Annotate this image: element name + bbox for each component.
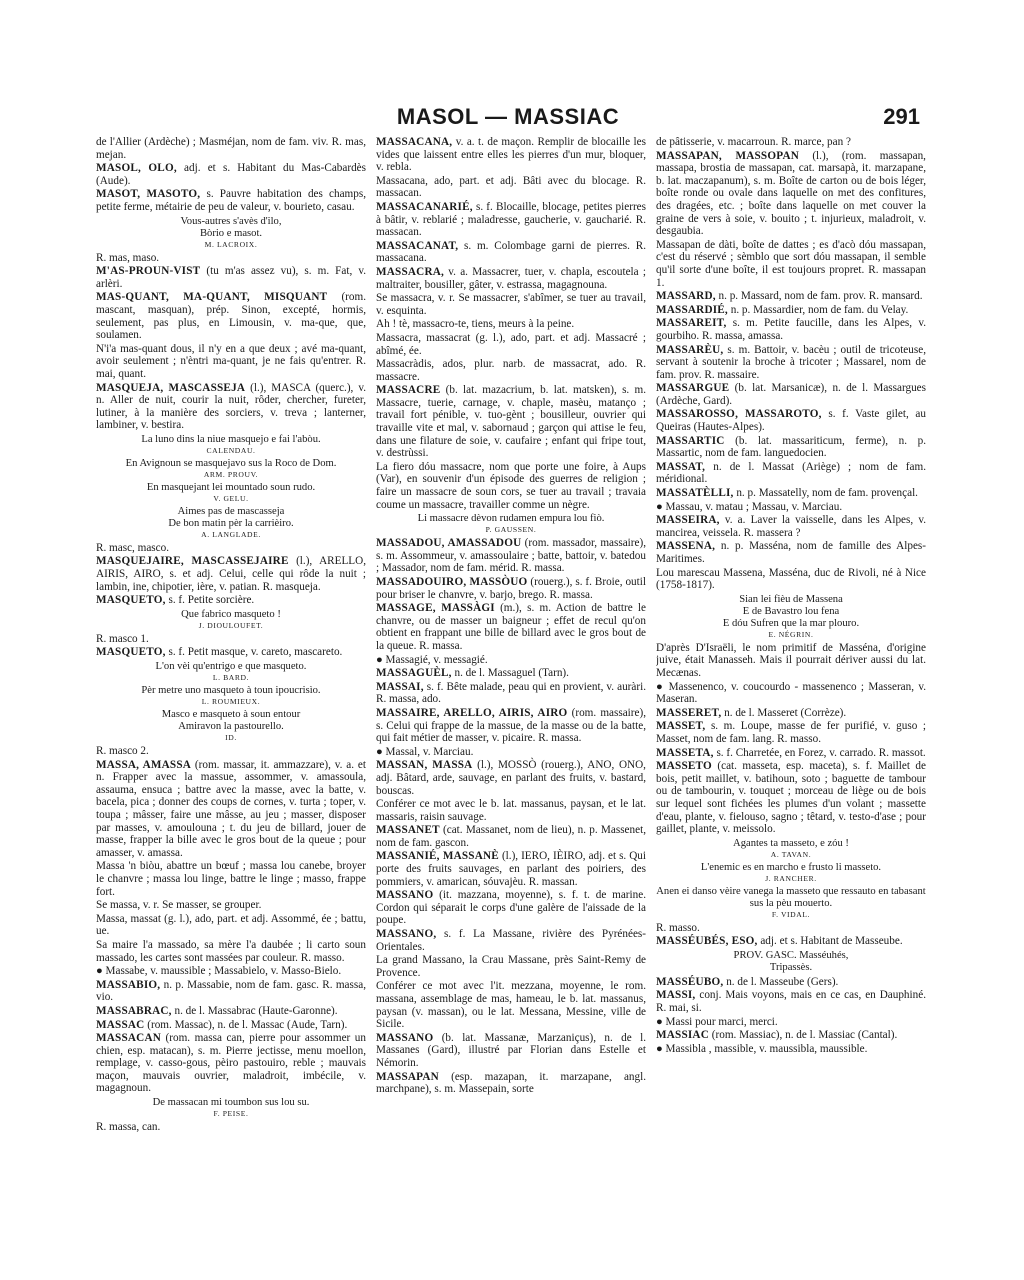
- dictionary-entry: [656, 747, 926, 760]
- entry-headword: MASSAGE, MASSÀGI: [376, 602, 495, 615]
- entry-headword: MASSÉUBÉS, ESO,: [656, 935, 758, 948]
- dictionary-entry: [656, 344, 926, 382]
- entry-headword: MASSAIRE, ARELLO, AIRIS, AIRO: [376, 706, 568, 719]
- entry-text: (rom. Massac), n. de l. Massac (Aude, Tarn).: [144, 1018, 348, 1031]
- entry-text: n. p. Massard, nom de fam. prov. R. mansard.: [715, 290, 923, 303]
- dictionary-entry: [376, 240, 646, 265]
- dictionary-entry: [656, 1029, 926, 1042]
- entry-headword: MASSANO: [376, 889, 434, 902]
- entry-text: de pâtisserie, v. macarroun. R. marce, pan ?: [656, 136, 851, 148]
- quotation-author: J. RANCHER.: [765, 873, 817, 883]
- entry-text: ● Massal, v. Marciau.: [376, 745, 474, 758]
- dictionary-entry: [376, 318, 646, 331]
- quotation-line: En masquejant lei mountado soun rudo.: [146, 481, 316, 493]
- dictionary-entry: [376, 175, 646, 200]
- entry-text: Ah ! tè, massacro-te, tiens, meurs à la peine.: [376, 318, 575, 331]
- entry-text: v. a. Massacrer, tuer, v. chapla, escoutela ; maltraiter, bousiller, gâter, v. estrassa, magagnouna.: [376, 265, 646, 291]
- entry-text: ● Massibla , massible, v. maussibla, maussible.: [656, 1042, 868, 1055]
- dictionary-entry: [96, 860, 366, 898]
- dictionary-entry: [656, 304, 926, 317]
- entry-headword: MASSAT,: [656, 460, 706, 473]
- dictionary-entry: [376, 954, 646, 979]
- dictionary-entry: [656, 150, 926, 238]
- entry-text: conj. Mais voyons, mais en ce cas, en Dauphiné. R. mai, si.: [656, 989, 926, 1015]
- dictionary-entry: [656, 514, 926, 539]
- entry-headword: MASSARGUE: [656, 382, 730, 395]
- entry-text: La grand Massano, la Crau Massane, près Saint-Remy de Provence.: [376, 954, 646, 979]
- quotation-author: J. DIOULOUFET.: [198, 620, 264, 630]
- quotation-block: [96, 458, 366, 480]
- entry-headword: MASSARTIC: [656, 434, 725, 447]
- entry-headword: MASSÉUBO,: [656, 975, 724, 988]
- entry-text: Massa, massat (g. l.), ado, part. et adj. Assommé, ée ; battu, ue.: [96, 912, 366, 938]
- entry-text: (rom. massaire), s. Celui qui frappe de la massue, de la masse ou de la batte, qui fait métier de masser, v. picaire. R. massa.: [376, 706, 646, 745]
- dictionary-entry: [376, 654, 646, 667]
- entry-headword: MASSABRAC,: [96, 1004, 172, 1017]
- dictionary-entry: [656, 642, 926, 680]
- entry-headword: MASSAC: [96, 1018, 145, 1031]
- dictionary-entry: [96, 759, 366, 860]
- entry-text: s. m. Loupe, masse de fer purifié, v. guso ; Masset, nom de fam. lang. R. masso.: [656, 720, 926, 745]
- dictionary-entry: [96, 382, 366, 432]
- dictionary-entry: [96, 1019, 366, 1032]
- quotation-block: [656, 838, 926, 860]
- dictionary-entry: [96, 899, 366, 912]
- quotation-line: Aimes pas de mascasseja: [177, 505, 285, 517]
- dictionary-entry: [96, 343, 366, 381]
- entry-headword: MASSERET,: [656, 706, 722, 719]
- dictionary-entry: [656, 989, 926, 1014]
- entry-text: (l.), IERO, IÈIRO, adj. et s. Qui porte des fruits sauvages, en parlant des poiriers, des pommiers, v. amarican, sóuvajèu. R. massan.: [376, 850, 646, 888]
- quotation-line: En Avignoun se masquejavo sus la Roco de Dom.: [125, 457, 337, 469]
- quotation-author: A. LANGLADE.: [201, 529, 261, 539]
- dictionary-entry: [96, 136, 366, 161]
- dictionary-entry: [96, 594, 366, 607]
- dictionary-entry: [96, 1032, 366, 1095]
- entry-text: R. masso.: [656, 921, 700, 934]
- dictionary-entry: [376, 602, 646, 652]
- dictionary-entry: [96, 555, 366, 593]
- dictionary-entry: [96, 913, 366, 938]
- quotation-line: L'enemic es en marcho e frusto li masseto.: [700, 861, 882, 873]
- dictionary-entry: [376, 889, 646, 927]
- entry-text: n. de l. Massabrac (Haute-Garonne).: [171, 1004, 338, 1017]
- entry-headword: MASSENA,: [656, 540, 716, 553]
- dictionary-entry: [96, 633, 366, 646]
- entry-headword: MASSAPAN: [376, 1070, 439, 1083]
- entry-text: (cat. Massanet, nom de lieu), n. p. Massenet, nom de fam. gascon.: [376, 824, 646, 849]
- quotation-block: [656, 950, 926, 974]
- entry-headword: MASSAGUÈL,: [376, 667, 452, 680]
- quotation-line: Anen ei danso vèire vanega la masseto que ressauto en tabasant sus la pèu mouerto.: [656, 885, 926, 909]
- quotation-block: [96, 609, 366, 631]
- entry-headword: MASSABIO,: [96, 978, 161, 991]
- dictionary-entry: [376, 798, 646, 823]
- quotation-block: [96, 709, 366, 743]
- entry-text: n. de l. Masseube (Gers).: [723, 975, 839, 988]
- entry-headword: MASSACRE: [376, 384, 441, 397]
- entry-headword: MASSARÈU,: [656, 343, 724, 356]
- quotation-author: V. GELU.: [213, 493, 249, 503]
- entry-text: ● Massagié, v. messagié.: [376, 653, 488, 666]
- quotation-author: ID.: [225, 733, 237, 743]
- quotation-line: De bon matin pèr la carrièiro.: [168, 517, 294, 529]
- quotation-block: [96, 685, 366, 707]
- dictionary-entry: [656, 1043, 926, 1056]
- entry-text: R. massa, can.: [96, 1121, 161, 1134]
- dictionary-entry: [376, 576, 646, 601]
- dictionary-entry: [96, 745, 366, 758]
- quotation-line: L'on vèi qu'entrigo e que masqueto.: [155, 661, 307, 673]
- quotation-line: Masco e masqueto à soun entour: [161, 709, 301, 721]
- running-title: MASOL — MASSIAC: [396, 104, 620, 129]
- entry-text: N'i'a mas-quant dous, il n'y en a que deux ; avé ma-quant, avoir seulement ; n'èntri ma-quant, je ne fais qu'entrer. R. mai, quant.: [96, 342, 366, 380]
- entry-headword: MASSACANA,: [376, 136, 453, 148]
- dictionary-entry: [96, 291, 366, 341]
- dictionary-entry: [376, 201, 646, 239]
- entry-headword: MAS-QUANT, MA-QUANT, MISQUANT: [96, 291, 328, 304]
- entry-text: (cat. masseta, esp. maceta), s. f. Maillet de bois, petit maillet, v. batihoun, soto ; baguette de tambour ou de tambourin, v. touquet ; morceau de liège ou de bois sur lequel sont fichées les plumes d'un volant ; massette d'eau, plante, v. fielouso, sagno ; têtard, v. testo-d'ase ; pour gaillet, plante, v. meissolo.: [656, 760, 926, 836]
- entry-text: n. p. Masséna, nom de famille des Alpes-Maritimes.: [656, 540, 926, 565]
- entry-text: (m.), s. m. Action de battre le chanvre, ou de masser un baigneur ; effet de recul qu'on obtient en frappant une bille de billard avec le gros bout de la queue. R. massa.: [376, 602, 646, 652]
- dictionary-entry: [376, 266, 646, 291]
- quotation-line: Agantes ta masseto, e zóu !: [733, 837, 849, 849]
- dictionary-entry: [656, 435, 926, 460]
- entry-text: s. f. Petite sorcière.: [165, 594, 255, 607]
- entry-headword: MASSAI,: [376, 680, 424, 693]
- entry-text: v. a. t. de maçon. Remplir de blocaille les vides que laissent entre elles les pierres d'un mur, bloquer, v. rebla.: [376, 136, 646, 174]
- quotation-author: CALENDAU.: [206, 445, 256, 455]
- entry-headword: MASSI,: [656, 989, 696, 1002]
- entry-text: n. p. Massatelly, nom de fam. provençal.: [733, 487, 918, 500]
- entry-headword: MASQUETO,: [96, 646, 166, 659]
- entry-text: ● Massabe, v. maussible ; Massabielo, v. Masso-Bielo.: [96, 965, 342, 978]
- entry-text: Lou marescau Massena, Masséna, duc de Rivoli, né à Nice (1758-1817).: [656, 566, 926, 592]
- quotation-line: Que fabrico masqueto !: [181, 608, 281, 620]
- entry-text: s. f. La Massane, rivière des Pyrénées-Orientales.: [376, 928, 646, 953]
- running-header: [96, 104, 920, 132]
- dictionary-entry: [376, 292, 646, 317]
- entry-text: Conférer ce mot avec le b. lat. massanus, paysan, et le lat. massaris, raisin sauvage.: [376, 798, 646, 823]
- quotation-line: E dóu Sufren que la mar plouro.: [722, 617, 860, 629]
- entry-text: n. de l. Massat (Ariège) ; nom de fam. méridional.: [656, 460, 926, 486]
- entry-text: (b. lat. mazacrium, b. lat. matsken), s. m. Massacre, tuerie, carnage, v. chaple, masèu, matanço ; travail fort pénible, v. tuo-gènt ; bousilleur, ouvrier qui travaille vite et mal, v. sabornaud ; garçon qui attise le feu, dans une filature de soie, v. caufaire ; enfant qui fripe tout, v. destrùssi.: [376, 384, 646, 460]
- entry-text: (b. lat. Marsanicæ), n. de l. Massargues (Ardèche, Gard).: [656, 382, 926, 407]
- dictionary-entry: [656, 976, 926, 989]
- entry-headword: MASSANO: [376, 1031, 434, 1044]
- quotation-author: ARM. PROUV.: [203, 469, 259, 479]
- dictionary-entry: [376, 384, 646, 460]
- entry-text: s. Pauvre habitation des champs, petite ferme, métairie de peu de valeur, v. bourieto, casau.: [96, 188, 366, 213]
- dictionary-entry: [656, 290, 926, 303]
- entry-text: Se massa, v. r. Se masser, se grouper.: [96, 899, 262, 912]
- quotation-author: L. ROUMIEUX.: [201, 697, 261, 707]
- quotation-block: [96, 434, 366, 456]
- dictionary-entry: [656, 720, 926, 745]
- dictionary-entry: [96, 162, 366, 187]
- entry-headword: MASQUETO,: [96, 594, 166, 607]
- dictionary-entry: [656, 760, 926, 836]
- dictionary-entry: [96, 1121, 366, 1134]
- entry-text: Massacràdis, ados, plur. narb. de massacrat, ado. R. massacre.: [376, 358, 646, 383]
- entry-text: ● Massi pour marci, merci.: [656, 1015, 778, 1028]
- entry-text: adj. et s. Habitant de Masseube.: [757, 935, 903, 948]
- entry-headword: MASQUEJA, MASCASSEJA: [96, 381, 246, 394]
- entry-text: (b. lat. Massanæ, Marzaniçus), n. de l. Massanes (Gard), illustré par Florian dans Estelle et Némorin.: [376, 1031, 646, 1069]
- entry-headword: MASSACANAT,: [376, 239, 459, 252]
- dictionary-entry: [96, 979, 366, 1004]
- dictionary-entry: [656, 487, 926, 500]
- dictionary-entry: [376, 746, 646, 759]
- entry-headword: MASSARD,: [656, 290, 716, 303]
- quotation-author: L. BARD.: [212, 673, 250, 683]
- dictionary-entry: [376, 850, 646, 888]
- entry-headword: MASSANIÉ, MASSANÈ: [376, 850, 499, 863]
- entry-text: (esp. mazapan, it. marzapane, angl. marchpane), s. m. Massepain, sorte: [376, 1070, 646, 1096]
- entry-text: s. m. Petite faucille, dans les Alpes, v. gourbiho. R. massa, amassa.: [656, 317, 926, 342]
- entry-headword: MASSADOUIRO, MASSÒUO: [376, 576, 528, 588]
- dictionary-entry: [376, 461, 646, 511]
- entry-text: (l.), MOSSÒ (rouerg.), ANO, ONO, adj. Bâtard, arde, sauvage, en parlant des fruits, v. bastard, bouscas.: [376, 759, 646, 797]
- entry-text: (it. mazzana, moyenne), s. f. t. de marine. Cordon qui séparait le corps d'une galère de l'aissade de la poupe.: [376, 889, 646, 927]
- quotation-block: [96, 1097, 366, 1119]
- dictionary-entry: [96, 542, 366, 555]
- entry-text: n. de l. Massaguel (Tarn).: [451, 667, 569, 680]
- quotation-line: Bòrio e masot.: [199, 227, 263, 239]
- entry-headword: MASSAPAN, MASSOPAN: [656, 149, 799, 162]
- quotation-line: De massacan mi toumbon sus lou su.: [152, 1097, 310, 1109]
- entry-headword: MASSADOU, AMASSADOU: [376, 537, 522, 550]
- entry-text: (rouerg.), s. f. Broie, outil pour briser le chanvre, v. barjo, brego. R. massa.: [376, 576, 646, 601]
- entry-text: R. masc, masco.: [96, 541, 170, 554]
- entry-headword: MASSATÈLLI,: [656, 487, 734, 500]
- dictionary-entry: [656, 239, 926, 289]
- entry-text: R. masco 2.: [96, 745, 149, 758]
- dictionary-entry: [656, 540, 926, 565]
- entry-text: (rom. Massiac), n. de l. Massiac (Cantal).: [709, 1029, 898, 1042]
- entry-text: Sa maire l'a massado, sa mère l'a daubée ; li carto soun massado, les cartes sont massées par couleur. R. masso.: [96, 938, 366, 964]
- dictionary-entry: [376, 928, 646, 953]
- quotation-block: [96, 506, 366, 540]
- column-right: [656, 136, 926, 1256]
- dictionary-entry: [656, 922, 926, 935]
- entry-text: (rom. massador, massaire), s. m. Assommeur, v. amassoulaire ; batte, battoir, v. batedou ; Massador, nom de fam. mérid. R. massa.: [376, 537, 646, 575]
- dictionary-entry: [96, 965, 366, 978]
- entry-text: (rom. massar, it. ammazzare), v. a. et n. Frapper avec la massue, assommer, v. amassoula, assauma, ensuca ; battre avec la masse, avec la batte, v. bacela, pica ; donner des coups de cornes, v. turta ; toper, v. toupa ; mâsser, faire une mâsse, au jeu ; masser, disposer par masses, v. amoulouna ; t. du jeu de billard, jouer de masse, frapper la bille avec le gros bout de la queue ; pour amasser, v. amassa.: [96, 758, 366, 859]
- text-columns: [96, 136, 928, 1256]
- entry-text: ● Massenenco, v. coucourdo - massenenco ; Masseran, v. Maseran.: [656, 680, 926, 706]
- dictionary-entry: [376, 1032, 646, 1070]
- entry-headword: MASSAN, MASSA: [376, 759, 473, 772]
- dictionary-entry: [376, 707, 646, 745]
- entry-text: (l.), (rom. massapan, massapa, brostia de massapan, cat. marsapà, it. marzapane, b. lat. maczapanum), s. m. Boîte de carton ou de bois léger, boîte ronde ou ovale dans laquelle on met des confitures, des dragées, etc. ; boîte dans laquelle on met couver la graine de vers à soie, v. bouito ; t. injurieux, maladroit, v. desgaubia.: [656, 149, 926, 238]
- entry-text: Massacana, ado, part. et adj. Bâti avec du blocage. R. massacan.: [376, 174, 646, 200]
- entry-headword: M'AS-PROUN-VIST: [96, 265, 201, 278]
- quotation-line: E de Bavastro lou fena: [742, 605, 840, 617]
- entry-headword: MASSETA,: [656, 746, 714, 759]
- dictionary-entry: [656, 461, 926, 486]
- entry-headword: MASSANET: [376, 824, 440, 837]
- dictionary-entry: [376, 681, 646, 706]
- entry-text: La fiero dóu massacre, nom que porte une foire, à Aups (Var), en souvenir d'un épisode des guerres de religion ; faire un massacre de soun cors, se tuer au travail ; travaia coume un massacre, travailler comme un nègre.: [376, 460, 646, 511]
- entry-text: Se massacra, v. r. Se massacrer, s'abîmer, se tuer au travail, v. esquinta.: [376, 292, 646, 317]
- entry-headword: MASSEIRA,: [656, 514, 720, 527]
- dictionary-entry: [656, 501, 926, 514]
- entry-headword: MASSET,: [656, 720, 706, 733]
- quotation-block: [96, 482, 366, 504]
- quotation-author: F. VIDAL.: [771, 909, 811, 919]
- dictionary-entry: [376, 759, 646, 797]
- entry-text: (tu m'as assez vu), s. m. Fat, v. arlèri.: [96, 265, 366, 290]
- entry-text: s. f. Blocaille, blocage, petites pierres à bâtir, v. reblarié ; maladresse, gaucherie, v. gaucharié. R. massacan.: [376, 200, 646, 239]
- dictionary-entry: [376, 136, 646, 174]
- entry-text: s. f. Vaste gilet, au Queiras (Hautes-Alpes).: [656, 408, 926, 434]
- entry-headword: MASSAROSSO, MASSAROTO,: [656, 408, 822, 421]
- quotation-line: Vous-autres s'avès d'ilo,: [180, 215, 282, 227]
- quotation-block: [376, 513, 646, 535]
- entry-headword: MASSACANARIÉ,: [376, 200, 473, 213]
- dictionary-entry: [376, 358, 646, 383]
- quotation-author: P. GAUSSEN.: [485, 525, 537, 535]
- dictionary-entry: [656, 567, 926, 592]
- quotation-line: Pèr metre uno masqueto à toun ipoucrisìo.: [141, 685, 321, 697]
- entry-text: (l.), ARELLO, AIRIS, AIRO, s. et adj. Celui, celle qui rôde la nuit ; lambin, ine, chipotier, ière, v. patian. R. masqueja.: [96, 555, 366, 593]
- entry-text: Massa 'n biòu, abattre un bœuf ; massa lou canebe, broyer le chanvre ; massa lou linge, battre le linge ; masso, frappe fort.: [96, 860, 366, 898]
- entry-headword: MASSARDIÉ,: [656, 303, 728, 316]
- entry-text: s. m. Colombage garni de pierres. R. massacana.: [376, 239, 646, 265]
- entry-text: ● Massau, v. matau ; Massau, v. Marciau.: [656, 500, 843, 513]
- entry-text: Massacra, massacrat (g. l.), ado, part. et adj. Massacré ; abîmé, ée.: [376, 331, 646, 357]
- quotation-block: [656, 594, 926, 640]
- dictionary-entry: [656, 136, 926, 149]
- dictionary-entry: [656, 317, 926, 342]
- entry-headword: MASSACRA,: [376, 265, 444, 278]
- dictionary-entry: [96, 188, 366, 213]
- dictionary-entry: [656, 681, 926, 706]
- entry-text: s. f. Bête malade, peau qui en provient, v. auràri. R. massa, ado.: [376, 680, 646, 706]
- entry-headword: MASOL, OLO,: [96, 162, 177, 175]
- quotation-line: La luno dins la niue masquejo e fai l'abòu.: [141, 433, 321, 445]
- dictionary-entry: [96, 252, 366, 265]
- entry-text: D'après D'Israëli, le nom primitif de Masséna, d'origine juive, était Manasseh. Mais il pourrait dériver aussi du lat. Mecænas.: [656, 641, 926, 679]
- quotation-block: [656, 886, 926, 920]
- quotation-line: Tripassès.: [769, 961, 813, 973]
- dictionary-entry: [96, 1005, 366, 1018]
- dictionary-entry: [656, 382, 926, 407]
- quotation-block: [96, 216, 366, 250]
- entry-text: de l'Allier (Ardèche) ; Masméjan, nom de fam. viv. R. mas, mejan.: [96, 136, 366, 161]
- entry-headword: MASSAREIT,: [656, 317, 727, 330]
- entry-text: (rom. mascant, masquan), prép. Sinon, excepté, hormis, seulement, pas plus, en Limousin, v. ma-que, que, soulamen.: [96, 291, 366, 342]
- quotation-line: Li massacre dèvon rudamen empura lou fiò.: [417, 513, 605, 525]
- quotation-author: M. LACROIX.: [204, 239, 258, 249]
- column-left: [96, 136, 366, 1256]
- column-middle: [376, 136, 646, 1256]
- quotation-line: Amiravon la pastourello.: [178, 721, 284, 733]
- dictionary-entry: [96, 265, 366, 290]
- entry-text: s. f. Charretée, en Forez, v. carrado. R. massot.: [713, 746, 926, 759]
- entry-text: (b. lat. massariticum, ferme), n. p. Massartic, nom de fam. languedocien.: [656, 434, 926, 460]
- dictionary-entry: [376, 1071, 646, 1096]
- quotation-line: PROV. GASC. Masséuhés,: [733, 949, 849, 961]
- entry-text: n. p. Massardier, nom de fam. du Velay.: [727, 303, 909, 316]
- dictionary-entry: [376, 824, 646, 849]
- entry-text: (rom. massa can, pierre pour assommer un chien, esp. matacan), s. m. Pierre jectisse, menu moellon, remplage, v. casso-gous, pèiro pastouiro, reble ; mauvais maçon, mauvais ouvrier, maladroit, imbécile, v. magagnoun.: [96, 1032, 366, 1095]
- quotation-block: [96, 661, 366, 683]
- dictionary-entry: [376, 980, 646, 1030]
- entry-headword: MASSIAC: [656, 1029, 709, 1042]
- quotation-author: A. TAVAN.: [770, 849, 812, 859]
- entry-headword: MASSANO,: [376, 928, 437, 941]
- quotation-line: Sian lei fièu de Massena: [739, 593, 843, 605]
- entry-headword: MASSA, AMASSA: [96, 758, 192, 771]
- dictionary-entry: [376, 537, 646, 575]
- quotation-block: [656, 862, 926, 884]
- dictionary-entry: [96, 939, 366, 964]
- entry-text: Conférer ce mot avec l'it. mezzana, moyenne, le rom. massana, assemblage de mas, hameau, le b. lat. massanus, paysan (v. massan), ou le lat. Messana, Messine, ville de Sicile.: [376, 980, 646, 1031]
- entry-text: n. p. Massabie, nom de fam. gasc. R. massa, vio.: [96, 978, 366, 1004]
- page-number: 291: [883, 104, 920, 129]
- entry-text: v. a. Laver la vaisselle, dans les Alpes, v. mancirea, veissela. R. massera ?: [656, 514, 926, 539]
- dictionary-entry: [656, 1016, 926, 1029]
- quotation-author: E. NÉGRIN.: [768, 629, 814, 639]
- entry-text: s. m. Battoir, v. bacèu ; outil de tricoteuse, servant à soutenir la broche à tricoter ; Massarel, nom de fam. prov. R. massaire.: [656, 343, 926, 381]
- dictionary-entry: [376, 332, 646, 357]
- dictionary-entry: [96, 646, 366, 659]
- dictionary-entry: [376, 667, 646, 680]
- entry-text: n. de l. Masseret (Corrèze).: [721, 706, 847, 719]
- quotation-author: F. PEISE.: [213, 1109, 249, 1119]
- dictionary-entry: [656, 408, 926, 433]
- entry-headword: MASOT, MASOTO,: [96, 188, 201, 201]
- entry-text: (l.), MASCA (querc.), v. n. Aller de nuit, courir la nuit, rôder, chercher, fureter, lutiner, à la manière des sorciers, v. treva ; lanterner, lambiner, v. bestira.: [96, 381, 366, 432]
- entry-headword: MASSACAN: [96, 1032, 161, 1045]
- entry-text: s. f. Petit masque, v. careto, mascareto.: [165, 646, 343, 659]
- entry-headword: MASQUEJAIRE, MASCASSEJAIRE: [96, 555, 289, 568]
- entry-text: adj. et s. Habitant du Mas-Cabardès (Aude).: [96, 162, 366, 187]
- dictionary-entry: [656, 707, 926, 720]
- entry-text: Massapan de dàti, boîte de dattes ; es d'acò dóu massapan, c'est du réservé ; sèmblo que sort dóu massapan, il semble qu'il sorte d'une boîte, il est toujours propret. R. massapan 1.: [656, 238, 926, 289]
- entry-text: R. masco 1.: [96, 632, 149, 645]
- entry-text: R. mas, maso.: [96, 251, 160, 264]
- dictionary-entry: [656, 935, 926, 948]
- entry-headword: MASSETO: [656, 760, 712, 773]
